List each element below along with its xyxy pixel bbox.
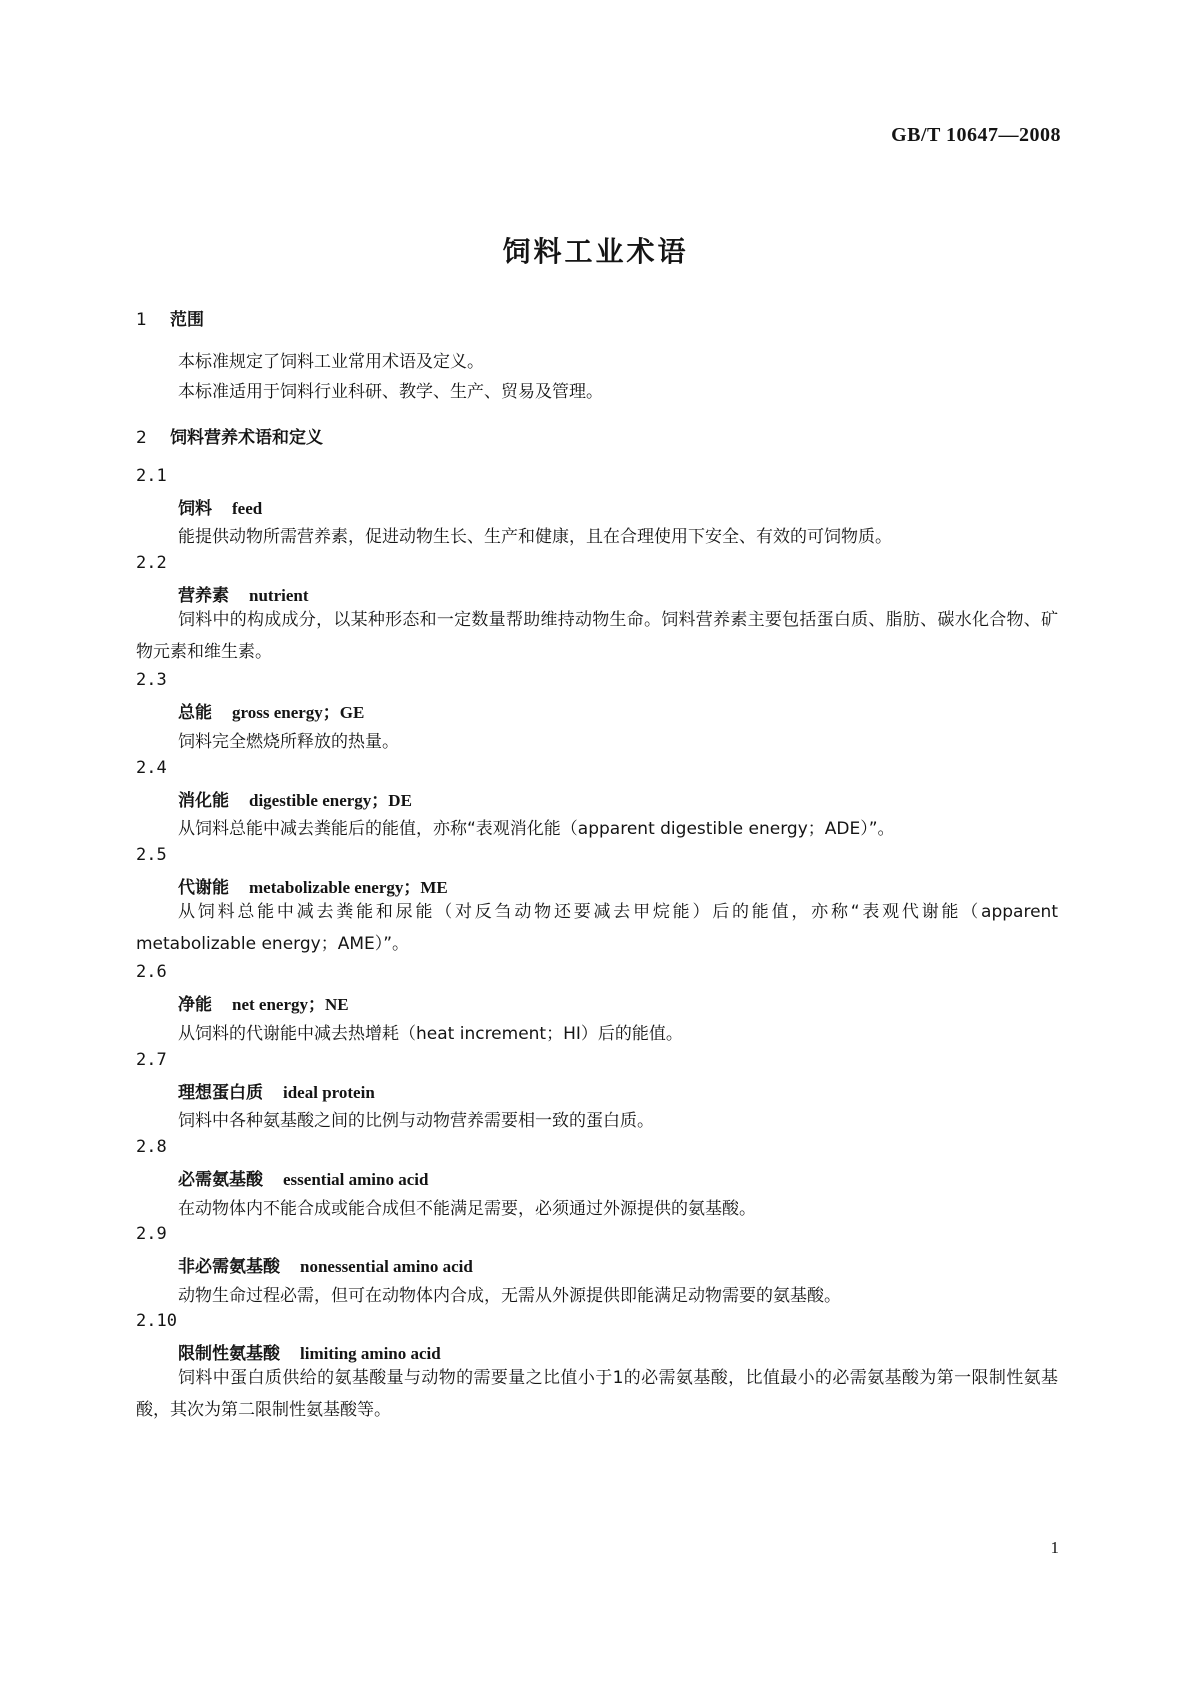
definition: 能提供动物所需营养素，促进动物生长、生产和健康，且在合理使用下安全、有效的可饲物质。 xyxy=(178,527,892,547)
term-zh: 总能 xyxy=(178,703,212,723)
definition: 从饲料的代谢能中减去热增耗（heat increment；HI）后的能值。 xyxy=(178,1024,683,1044)
document-code: GB/T 10647—2008 xyxy=(891,124,1061,146)
entry-number: 2.5 xyxy=(136,845,167,865)
term-zh: 理想蛋白质 xyxy=(178,1083,263,1103)
entry-number: 2.3 xyxy=(136,670,167,690)
entry-number: 2.10 xyxy=(136,1311,177,1331)
term-en: metabolizable energy；ME xyxy=(249,878,448,897)
term xyxy=(178,494,262,519)
term xyxy=(178,581,309,606)
term-en: nonessential amino acid xyxy=(300,1257,473,1276)
term-en: essential amino acid xyxy=(283,1170,429,1189)
scope-line: 本标准适用于饲料行业科研、教学、生产、贸易及管理。 xyxy=(178,382,603,402)
definition: 饲料中各种氨基酸之间的比例与动物营养需要相一致的蛋白质。 xyxy=(178,1111,654,1131)
term-zh: 净能 xyxy=(178,995,212,1015)
term-zh: 必需氨基酸 xyxy=(178,1170,263,1190)
entry-number: 2.6 xyxy=(136,962,167,982)
term-zh: 饲料 xyxy=(178,499,212,519)
section-number: 1 xyxy=(136,310,147,330)
section-heading-terms xyxy=(136,423,323,448)
definition: 从饲料总能中减去粪能后的能值，亦称“表观消化能（apparent digestible energy；ADE）”。 xyxy=(178,819,895,839)
term-zh: 非必需氨基酸 xyxy=(178,1257,280,1277)
definition: 饲料中的构成成分，以某种形态和一定数量帮助维持动物生命。饲料营养素主要包括蛋白质、脂肪、碳水化合物、矿物元素和维生素。 xyxy=(136,610,1058,662)
page-number: 1 xyxy=(1050,1538,1059,1557)
entry-number: 2.8 xyxy=(136,1137,167,1157)
term-en: digestible energy；DE xyxy=(249,791,412,810)
term xyxy=(178,1078,375,1103)
section-title: 范围 xyxy=(170,310,204,330)
entry-number: 2.7 xyxy=(136,1050,167,1070)
section-number: 2 xyxy=(136,428,147,448)
definition: 在动物体内不能合成或能合成但不能满足需要，必须通过外源提供的氨基酸。 xyxy=(178,1199,756,1219)
scope-line: 本标准规定了饲料工业常用术语及定义。 xyxy=(178,352,484,372)
entry-number: 2.4 xyxy=(136,758,167,778)
definition: 从饲料总能中减去粪能和尿能（对反刍动物还要减去甲烷能）后的能值，亦称“表观代谢能（apparent metabolizable energy；AME）”。 xyxy=(136,902,1058,954)
term-en: ideal protein xyxy=(283,1083,375,1102)
term xyxy=(178,698,364,723)
term xyxy=(178,990,349,1015)
section-heading-scope xyxy=(136,305,204,330)
term-zh: 代谢能 xyxy=(178,878,229,898)
document-title: 饲料工业术语 xyxy=(502,235,689,268)
section-title: 饲料营养术语和定义 xyxy=(170,428,323,448)
term-en: nutrient xyxy=(249,586,309,605)
term xyxy=(178,1165,428,1190)
term-zh: 限制性氨基酸 xyxy=(178,1344,280,1364)
term-en: limiting amino acid xyxy=(300,1344,441,1363)
term xyxy=(178,1252,473,1277)
term xyxy=(178,786,412,811)
entry-number: 2.1 xyxy=(136,466,167,486)
term xyxy=(178,873,448,898)
term xyxy=(178,1339,441,1364)
term-zh: 营养素 xyxy=(178,586,229,606)
term-en: net energy；NE xyxy=(232,995,349,1014)
definition: 动物生命过程必需，但可在动物体内合成，无需从外源提供即能满足动物需要的氨基酸。 xyxy=(178,1286,841,1306)
term-en: gross energy；GE xyxy=(232,703,365,722)
term-zh: 消化能 xyxy=(178,791,229,811)
entry-number: 2.9 xyxy=(136,1224,167,1244)
definition: 饲料中蛋白质供给的氨基酸量与动物的需要量之比值小于1的必需氨基酸，比值最小的必需氨基酸为第一限制性氨基酸，其次为第二限制性氨基酸等。 xyxy=(136,1368,1058,1420)
term-en: feed xyxy=(232,499,263,518)
definition: 饲料完全燃烧所释放的热量。 xyxy=(178,732,399,752)
entry-number: 2.2 xyxy=(136,553,167,573)
